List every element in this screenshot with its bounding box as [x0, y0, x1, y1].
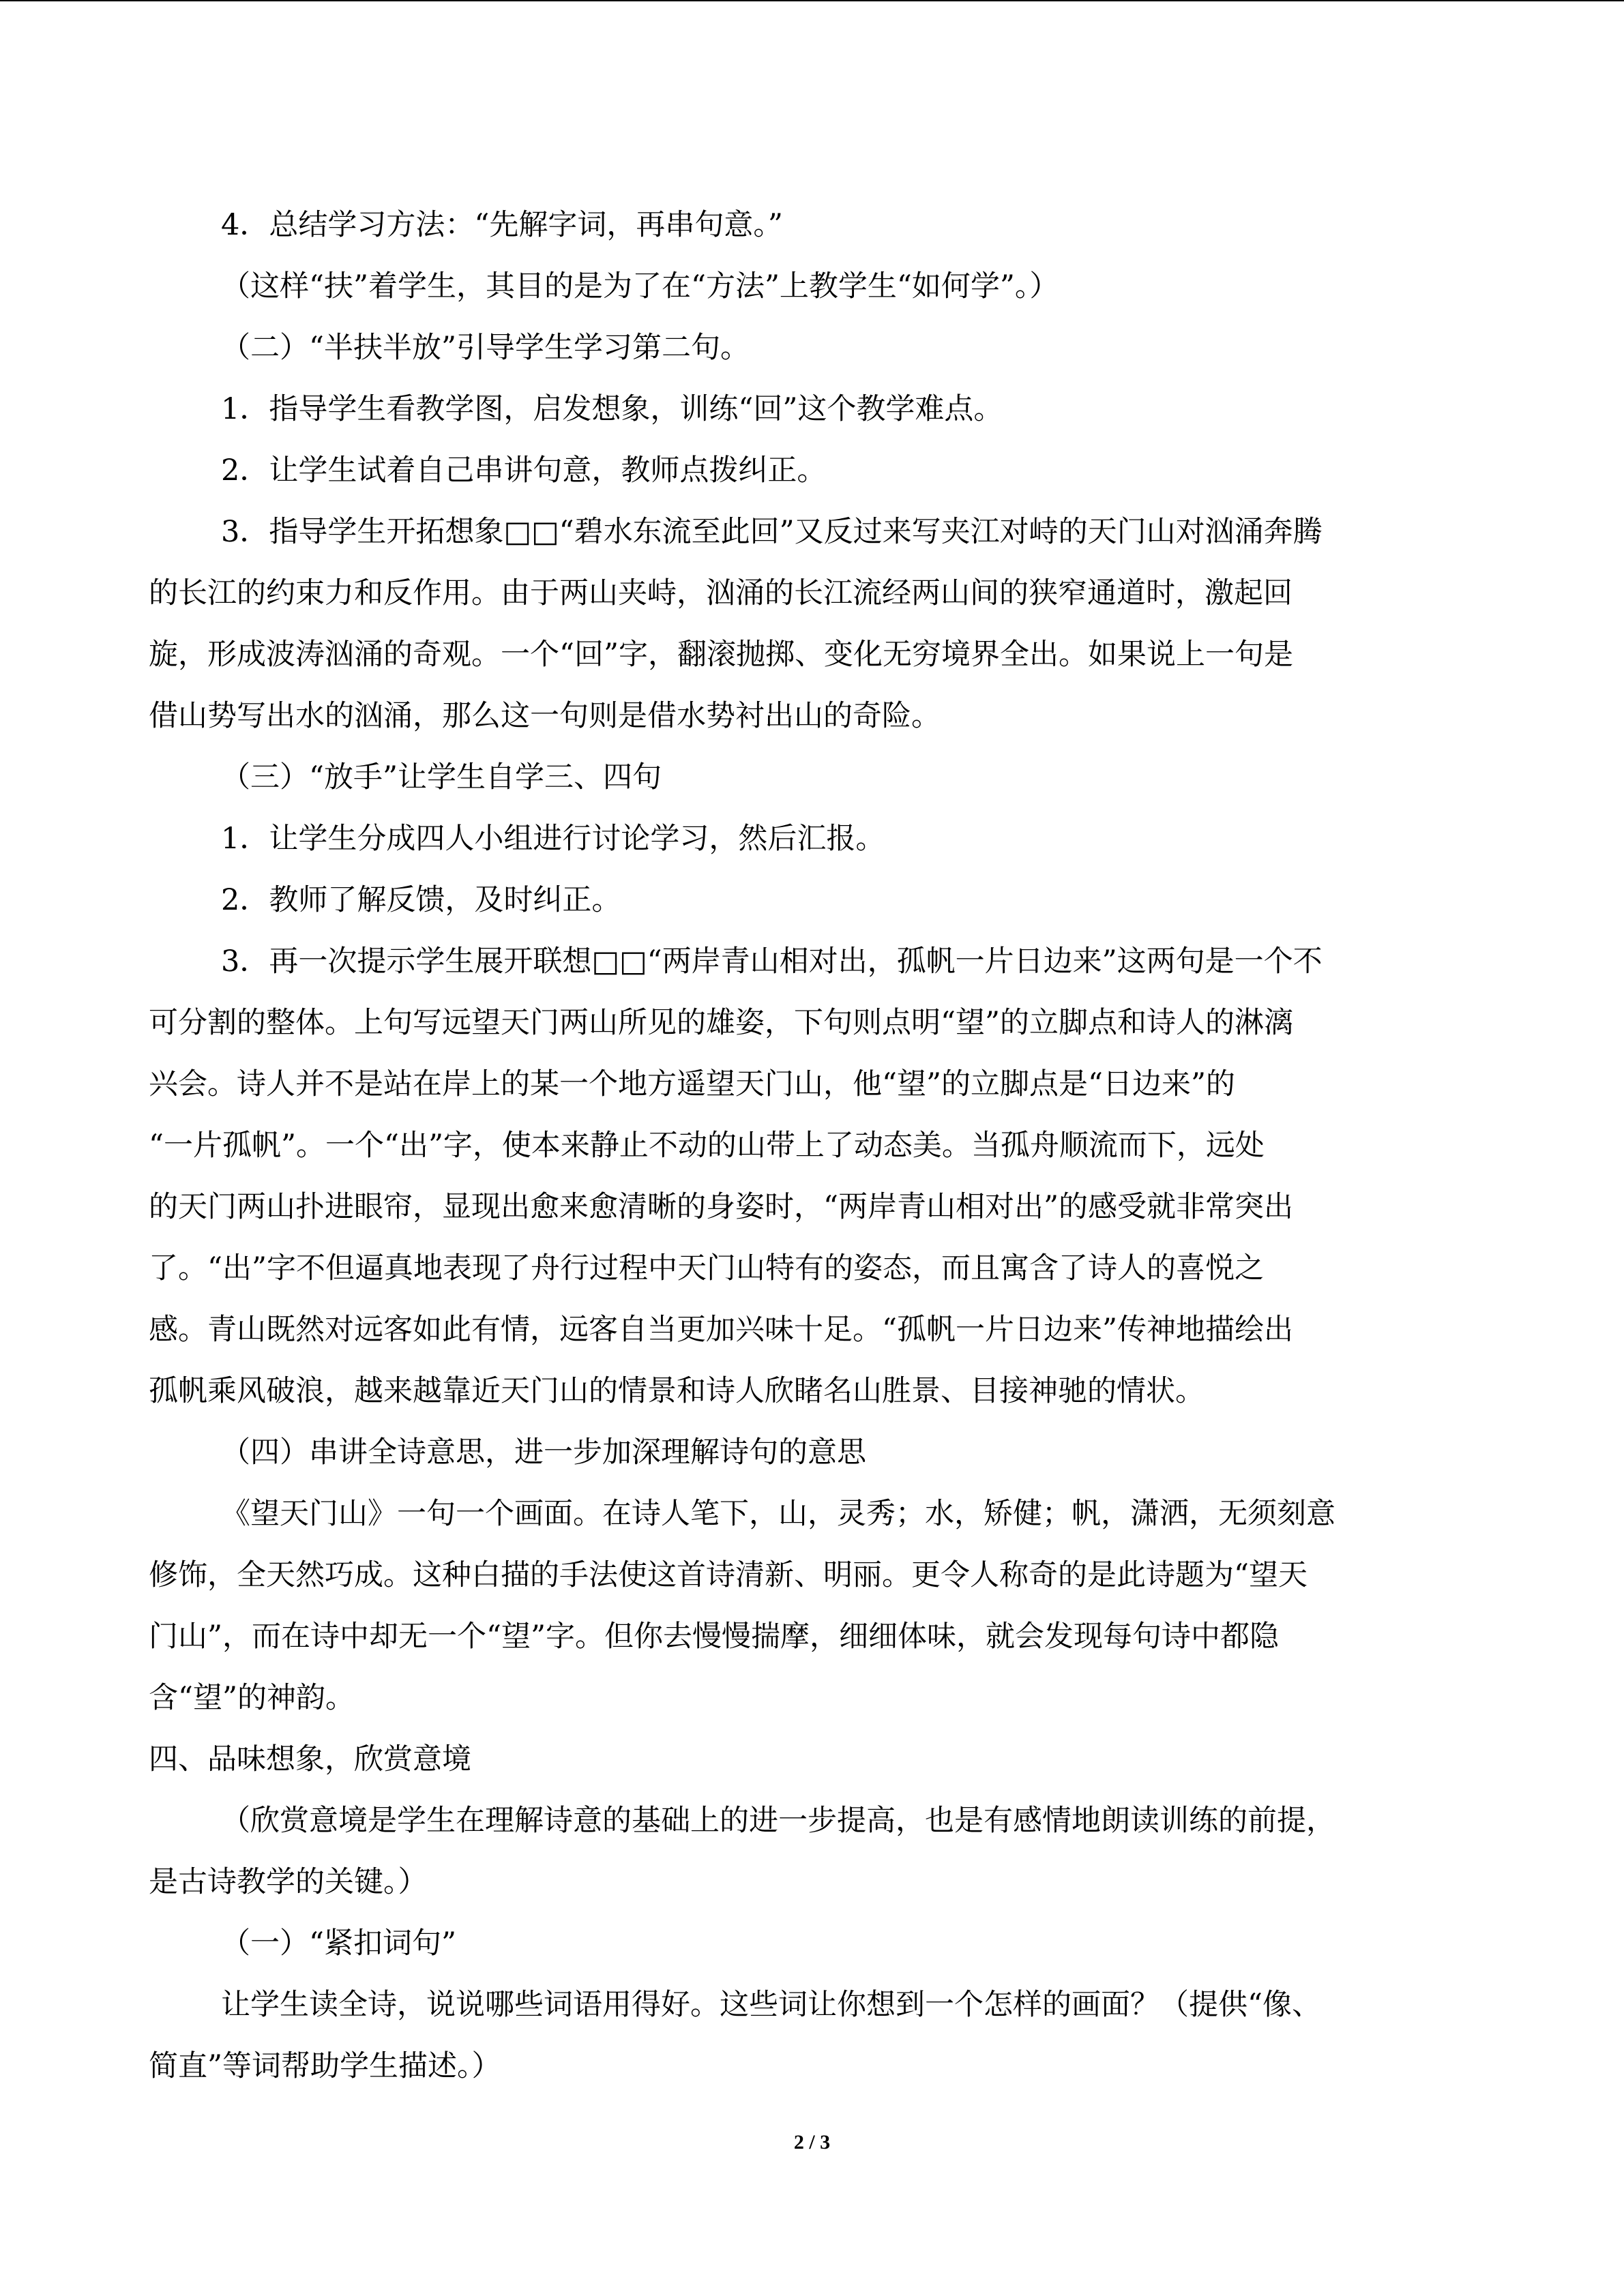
text-line: 让学生读全诗，说说哪些词语用得好。这些词让你想到一个怎样的画面？（提供“像、	[221, 1988, 1321, 2022]
text-line: 感。青山既然对远客如此有情，远客自当更加兴味十足。“孤帆一片日边来”传神地描绘出	[149, 1313, 1293, 1347]
text-line: “一片孤帆”。一个“出”字，使本来静止不动的山带上了动态美。当孤舟顺流而下，远处	[149, 1129, 1265, 1163]
text-line: （这样“扶”着学生，其目的是为了在“方法”上教学生“如何学”。）	[221, 269, 1059, 303]
text-line: 旋，形成波涛汹涌的奇观。一个“回”字，翻滚抛掷、变化无穷境界全出。如果说上一句是	[149, 638, 1293, 672]
text-line: 含“望”的神韵。	[149, 1681, 355, 1715]
text-line: 4．总结学习方法：“先解字词，再串句意。”	[221, 208, 783, 242]
text-line: 《望天门山》一句一个画面。在诗人笔下，山，灵秀；水，矫健；帆，潇洒，无须刻意	[221, 1497, 1335, 1531]
text-line: 了。“出”字不但逼真地表现了舟行过程中天门山特有的姿态，而且寓含了诗人的喜悦之	[149, 1251, 1264, 1285]
text-line: 是古诗教学的关键。）	[149, 1865, 428, 1899]
text-line: 孤帆乘风破浪，越来越靠近天门山的情景和诗人欣睹名山胜景、目接神驰的情状。	[149, 1374, 1205, 1408]
section-heading: 四、品味想象，欣赏意境	[149, 1742, 471, 1776]
text-line: 修饰，全天然巧成。这种白描的手法使这首诗清新、明丽。更令人称奇的是此诗题为“望天	[149, 1558, 1308, 1592]
text-line: 3．指导学生开拓想象□□“碧水东流至此回”又反过来写夹江对峙的天门山对汹涌奔腾	[221, 515, 1323, 549]
text-line: 简直”等词帮助学生描述。）	[149, 2049, 501, 2083]
top-border-rule	[0, 0, 1624, 1]
text-line: 3．再一次提示学生展开联想□□“两岸青山相对出，孤帆一片日边来”这两句是一个不	[221, 944, 1323, 979]
text-line: 1．指导学生看教学图，启发想象，训练“回”这个教学难点。	[221, 392, 1003, 426]
text-line: 2．让学生试着自己串讲句意，教师点拨纠正。	[221, 453, 827, 488]
text-line: （三）“放手”让学生自学三、四句	[221, 760, 662, 794]
page-number: 2 / 3	[793, 2131, 831, 2153]
text-line: 借山势写出水的汹涌，那么这一句则是借水势衬出山的奇险。	[149, 699, 941, 733]
text-line: （二）“半扶半放”引导学生学习第二句。	[221, 331, 750, 365]
text-line: （一）“紧扣词句”	[221, 1926, 456, 1960]
text-line: （欣赏意境是学生在理解诗意的基础上的进一步提高，也是有感情地朗读训练的前提，	[221, 1804, 1335, 1838]
text-line: 的天门两山扑进眼帘，显现出愈来愈清晰的身姿时，“两岸青山相对出”的感受就非常突出	[149, 1190, 1293, 1224]
text-line: 兴会。诗人并不是站在岸上的某一个地方遥望天门山，他“望”的立脚点是“日边来”的	[149, 1067, 1235, 1101]
text-line: 可分割的整体。上句写远望天门两山所见的雄姿，下句则点明“望”的立脚点和诗人的淋漓	[149, 1006, 1293, 1040]
text-line: （四）串讲全诗意思，进一步加深理解诗句的意思	[221, 1435, 866, 1470]
text-line: 门山”，而在诗中却无一个“望”字。但你去慢慢揣摩，细细体味，就会发现每句诗中都隐	[149, 1620, 1279, 1654]
text-line: 2．教师了解反馈，及时纠正。	[221, 883, 621, 917]
text-line: 1．让学生分成四人小组进行讨论学习，然后汇报。	[221, 822, 885, 856]
text-line: 的长江的约束力和反作用。由于两山夹峙，汹涌的长江流经两山间的狭窄通道时，激起回	[149, 576, 1293, 610]
